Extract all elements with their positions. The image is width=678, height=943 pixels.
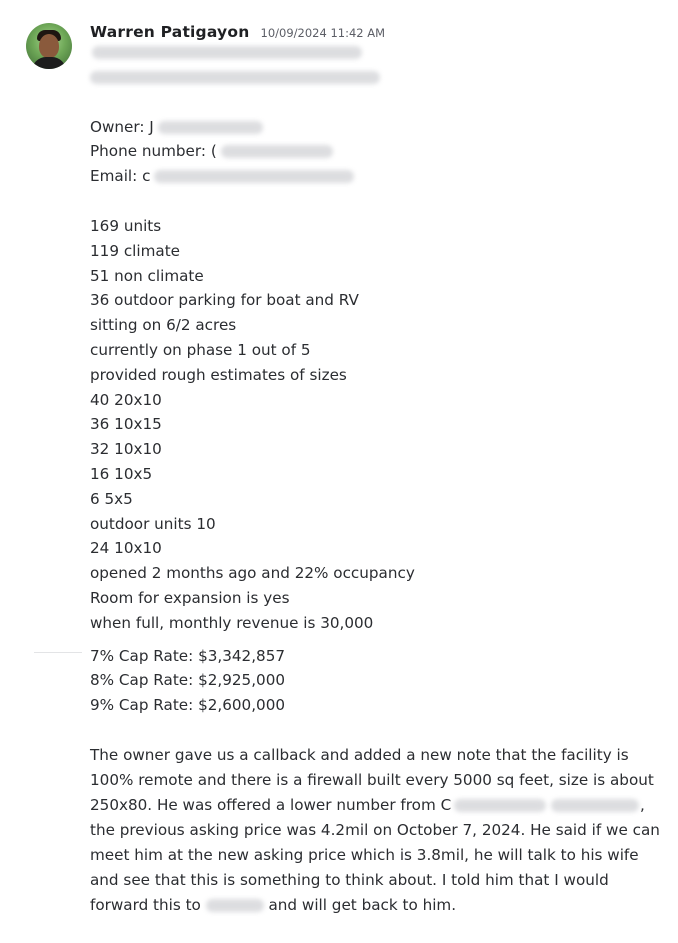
phone-label: Phone number: xyxy=(90,142,206,161)
redaction-blur xyxy=(454,799,546,812)
owner-prefix: J xyxy=(149,117,154,136)
detail-line: 51 non climate xyxy=(90,266,204,285)
detail-line: opened 2 months ago and 22% occupancy xyxy=(90,564,415,583)
detail-line: provided rough estimates of sizes xyxy=(90,365,347,384)
detail-line: outdoor units 10 xyxy=(90,514,216,533)
callback-note xyxy=(90,743,660,918)
detail-line: 6 5x5 xyxy=(90,489,133,508)
detail-line: 169 units xyxy=(90,216,162,235)
timestamp[interactable]: 10/09/2024 11:42 AM xyxy=(260,26,386,40)
divider xyxy=(34,652,82,653)
phone-prefix: ( xyxy=(210,142,217,161)
avatar-face xyxy=(39,34,59,58)
detail-line: 40 20x10 xyxy=(90,390,162,409)
avatar[interactable] xyxy=(26,23,72,69)
note-part-1: The owner gave us a callback and added a new note that the facility is 100% remote and there is a firewall built every 5000 sq feet, size is about 250x80. He was offered a lower number from xyxy=(90,745,654,814)
cap-rate-line: 8% Cap Rate: $2,925,000 xyxy=(90,671,286,690)
detail-line: sitting on 6/2 acres xyxy=(90,316,237,335)
note-part-1-tail: C xyxy=(440,795,452,814)
email-line xyxy=(90,164,660,189)
redacted-facility-address xyxy=(90,65,660,90)
cap-rate-line: 7% Cap Rate: $3,342,857 xyxy=(90,646,286,665)
redacted-facility-name xyxy=(90,40,660,65)
message-body xyxy=(90,40,660,918)
redaction-blur xyxy=(206,899,264,912)
detail-line: currently on phase 1 out of 5 xyxy=(90,340,311,359)
detail-line: Room for expansion is yes xyxy=(90,588,290,607)
email-prefix: c xyxy=(142,167,151,186)
note-part-2: , the previous asking price was 4.2mil on October 7, 2024. He said if we can meet him at the new asking price which is 3.8mil, he will talk to his wife and see that this is something to think about. I told him that I would forward this to xyxy=(90,795,660,914)
owner-label: Owner: xyxy=(90,117,145,136)
cap-rate-line: 9% Cap Rate: $2,600,000 xyxy=(90,696,286,715)
email-label: Email: xyxy=(90,167,138,186)
redaction-blur xyxy=(92,46,362,59)
detail-line: 16 10x5 xyxy=(90,464,153,483)
owner-line xyxy=(90,115,660,140)
detail-line: 119 climate xyxy=(90,241,181,260)
detail-line: when full, monthly revenue is 30,000 xyxy=(90,613,374,632)
redaction-blur xyxy=(551,799,639,812)
detail-line: 32 10x10 xyxy=(90,440,162,459)
redaction-blur xyxy=(158,121,263,134)
message-header xyxy=(90,22,385,41)
detail-line: 24 10x10 xyxy=(90,539,162,558)
redaction-blur xyxy=(154,170,354,183)
redaction-blur xyxy=(221,145,333,158)
phone-line xyxy=(90,139,660,164)
detail-line: 36 outdoor parking for boat and RV xyxy=(90,291,359,310)
username[interactable]: Warren Patigayon xyxy=(90,23,250,41)
note-part-3: and will get back to him. xyxy=(268,895,457,914)
detail-line: 36 10x15 xyxy=(90,415,162,434)
redaction-blur xyxy=(90,71,380,84)
avatar-shirt xyxy=(32,57,66,69)
